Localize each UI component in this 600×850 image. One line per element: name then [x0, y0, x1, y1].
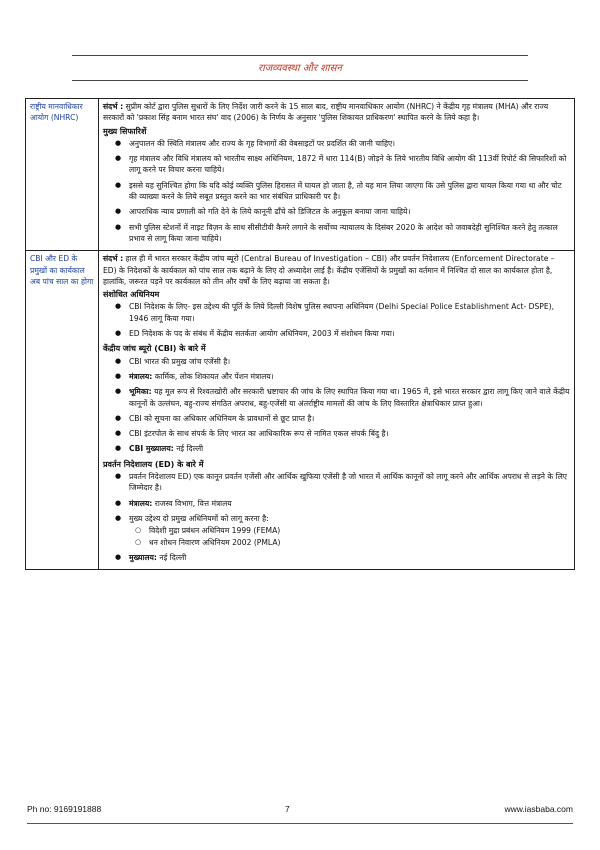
list-item: ● गृह मंत्रालय और विधि मंत्रालय को भारतीय साक्ष्य अधिनियम, 1872 में धारा 114(B) जोड़ने के लिये भारतीय विधि आयोग की 113वीं रिपोर्ट की सिफारिशों को लागू करने पर विचार करना चाहिये।	[129, 153, 570, 176]
list-item: ● CBI को सूचना का अधिकार अधिनियम के प्रावधानों से छूट प्राप्त है।	[129, 413, 570, 424]
row-content	[99, 251, 575, 570]
list-item: ● अनुपालन की स्थिति मंत्रालय और राज्य के गृह विभागों की वेबसाइटों पर प्रदर्शित की जानी चाहिए।	[129, 138, 570, 149]
list-item: ● मुख्य उद्देश्य दो प्रमुख अधिनियमों को लागू करना है: ○ विदेशी मुद्रा प्रबंधन अधिनियम 1999 (FEMA) ○ धन शोधन निवारण अधिनियम 2002 (PMLA)	[129, 513, 570, 548]
context-label: संदर्भ :	[103, 254, 124, 264]
list-item: ● मंत्रालय: राजस्व विभाग, वित्त मंत्रालय	[129, 498, 570, 509]
list-item: ● CBI मुख्यालय: नई दिल्ली	[129, 443, 570, 454]
context-label: संदर्भ :	[103, 102, 124, 111]
content-table	[25, 98, 575, 570]
footer-website: www.iasbaba.com	[504, 804, 573, 814]
list-item: ● मंत्रालय: कार्मिक, लोक शिकायत और पेंशन मंत्रालय।	[129, 371, 570, 382]
list-item: ● सभी पुलिस स्टेशनों में नाइट विज़न के साथ सीसीटीवी कैमरे लगाने के सर्वोच्च न्यायालय के दिसंबर 2020 के आदेश को जवाबदेही सुनिश्चित करने हेतु तत्काल प्रभाव से लागू किया जाना चाहिये।	[129, 222, 570, 245]
footer-page-number: 7	[285, 804, 290, 814]
table-row	[26, 251, 575, 570]
list-item: ● CBI निदेशक के लिए- इस उद्देश्य की पूर्ति के लिये दिल्ली विशेष पुलिस स्थापना अधिनियम (Delhi Special Police Establishment Act- DSPE), 1946 लागू किया गया।	[129, 301, 570, 324]
list-item: ● मुख्यालय: नई दिल्ली	[129, 552, 570, 563]
list-item: ○ धन शोधन निवारण अधिनियम 2002 (PMLA)	[149, 537, 570, 548]
context-text: हाल ही में भारत सरकार केंद्रीय जांच ब्यूरो (Central Bureau of Investigation – CBI) और प्रवर्तन निदेशालय (Enforcement Directorate – ED) के निदेशकों के कार्यकाल को पांच साल तक बढ़ाने के लिए दो अध्यादेश लाई है। केंद्रीय एजेंसियों के प्रमुखों का वर्तमान में निश्चित दो साल का कार्यकाल होता है, हालांकि, जरूरत पड़ने पर कार्यकाल को तीन और वर्षों के लिए बढ़ाया जा सकता है।	[103, 254, 555, 286]
list-item: ○ विदेशी मुद्रा प्रबंधन अधिनियम 1999 (FEMA)	[149, 525, 570, 536]
section-heading: मुख्य सिफारिशें	[103, 126, 147, 136]
list-item: ● प्रवर्तन निदेशालय ED) एक कानून प्रवर्तन एजेंसी और आर्थिक खुफिया एजेंसी है जो भारत में आर्थिक कानूनों को लागू करने और आर्थिक अपराध से लड़ने के लिए जिम्मेदार है।	[129, 471, 570, 494]
context-paragraph	[103, 253, 570, 287]
list-item: ● आपराधिक न्याय प्रणाली को गति देने के लिये कानूनी ढाँचे को डिजिटल के अनुकूल बनाया जाना चाहिये।	[129, 206, 570, 217]
recommendation-list	[103, 138, 570, 244]
amended-act-list	[103, 301, 570, 339]
list-item: ● भूमिका: यह मूल रूप से रिश्वतखोरी और सरकारी भ्रष्टाचार की जांच के लिए स्थापित किया गया था। 1965 में, इसे भारत सरकार द्वारा लागू किए जाने वाले केंद्रीय कानूनों के उल्लंघन, बहु-राज्य संगठित अपराध, बहु-एजेंसी या अंतर्राष्ट्रीय मामलों की जांच के लिए विस्तारित क्षेत्राधिकार प्राप्त हुआ।	[129, 386, 570, 409]
list-item: ● इससे यह सुनिश्चित होगा कि यदि कोई व्यक्ति पुलिस हिरासत में घायल हो जाता है, तो यह मान लिया जाएगा कि उसे पुलिस द्वारा घायल किया गया था और चोट की व्याख्या करने के लिये सबूत प्रस्तुत करने का भार संबंधित प्राधिकारी पर है।	[129, 180, 570, 203]
footer-phone: Ph no: 9169191888	[27, 804, 102, 814]
header-rule-top	[72, 55, 528, 56]
table-row	[26, 99, 575, 251]
ed-acts-list	[129, 525, 570, 548]
list-item: ● CBI भारत की प्रमुख जांच एजेंसी है।	[129, 356, 570, 367]
row-content	[99, 99, 575, 251]
list-item: ● ED निदेशक के पद के संबंध में केंद्रीय सतर्कता आयोग अधिनियम, 2003 में संशोधन किया गया।	[129, 328, 570, 339]
footer-rule	[27, 823, 573, 824]
context-text: सुप्रीम कोर्ट द्वारा पुलिस सुधारों के लिए निर्देश जारी करने के 15 साल बाद, राष्ट्रीय मानवाधिकार आयोग (NHRC) ने केंद्रीय गृह मंत्रालय (MHA) और राज्य सरकारों को 'प्रकाश सिंह बनाम भारत संघ' वाद (2006) के निर्णय के अनुसार 'पुलिस शिकायत प्राधिकरण' स्थापित करने के लिये कहा है।	[103, 102, 549, 123]
row-topic: राष्ट्रीय मानवाधिकार आयोग (NHRC)	[26, 99, 99, 251]
header-rule-bottom	[72, 80, 528, 81]
section-heading: संशोधित अधिनियम	[103, 290, 160, 300]
section-heading: केंद्रीय जांच ब्यूरो (CBI) के बारे में	[103, 344, 206, 354]
page-header-title: राजव्यवस्था और शासन	[258, 63, 342, 74]
cbi-list	[103, 356, 570, 455]
list-item: ● CBI इंटरपोल के साथ संपर्क के लिए भारत का आधिकारिक रूप से नामित एकल संपर्क बिंदु है।	[129, 428, 570, 439]
section-heading: प्रवर्तन निदेशालय (ED) के बारे में	[103, 459, 204, 469]
context-paragraph	[103, 101, 570, 124]
ed-list	[103, 471, 570, 563]
row-topic: CBI और ED के प्रमुखों का कार्यकाल अब पांच साल का होगा	[26, 251, 99, 570]
